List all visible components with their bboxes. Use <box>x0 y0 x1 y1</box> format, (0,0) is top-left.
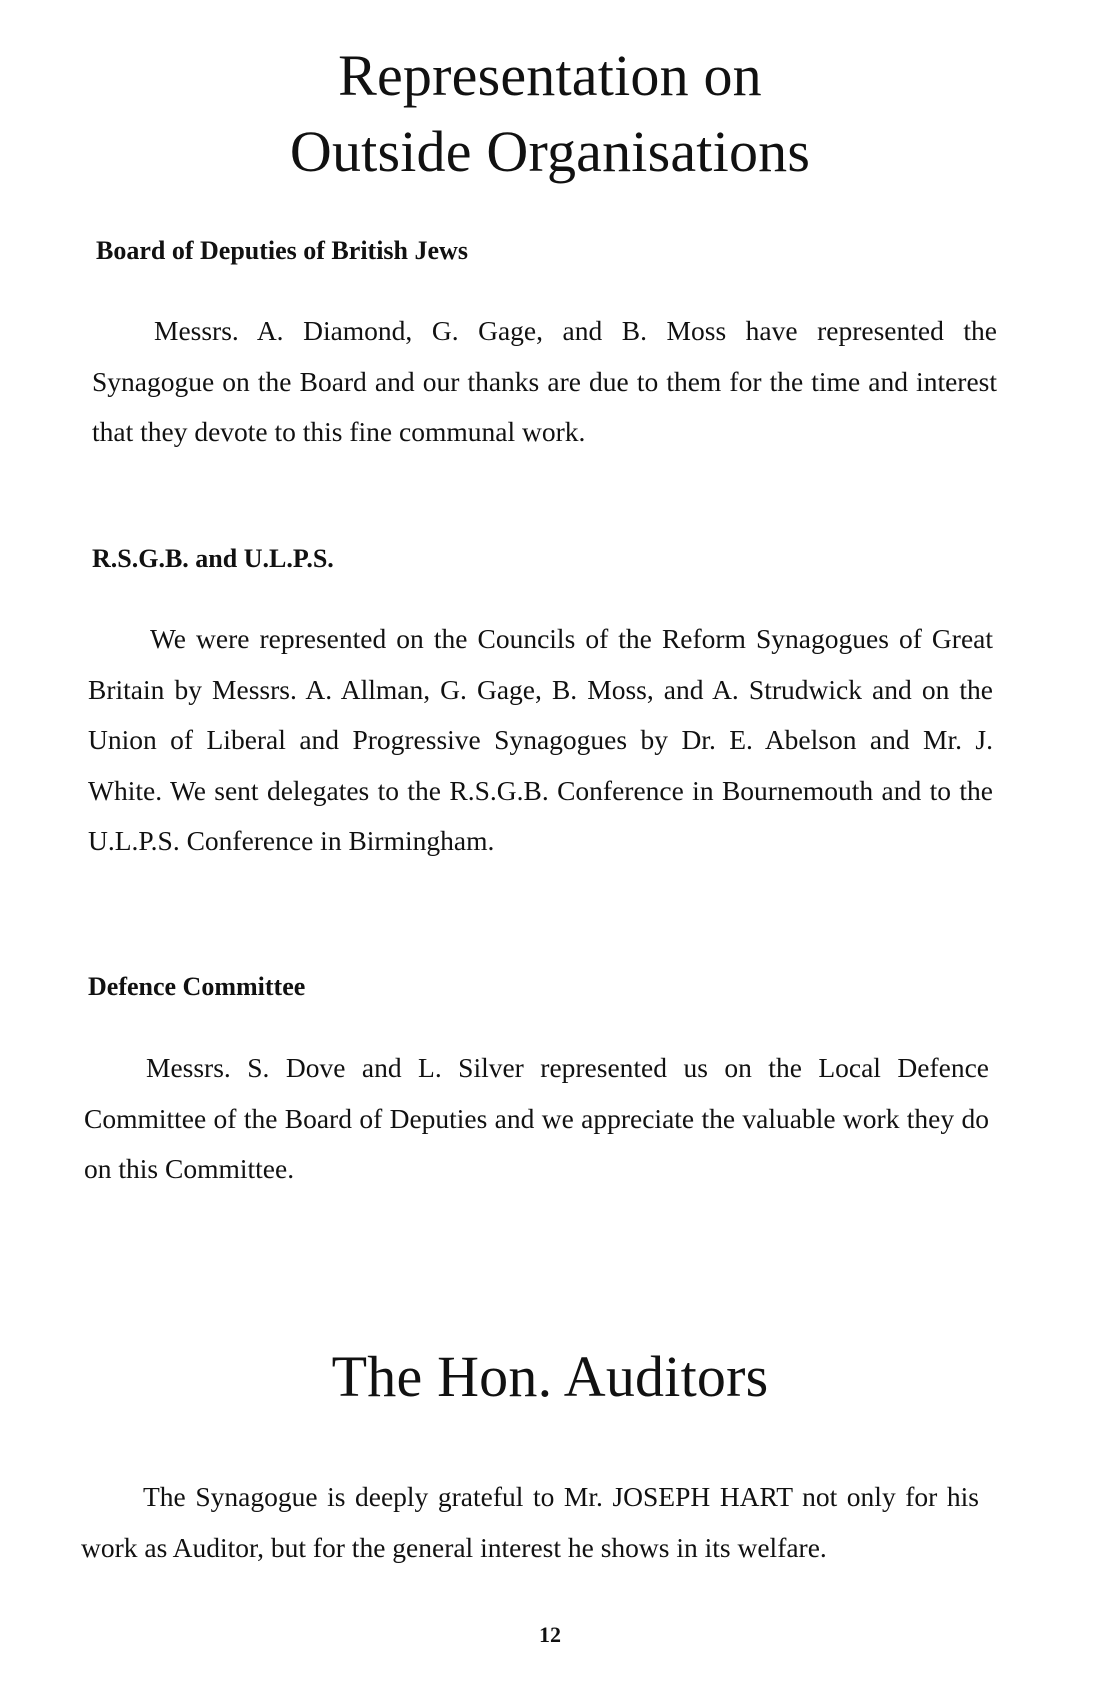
page-number: 12 <box>539 1622 561 1647</box>
section-heading-rsgb-ulps: R.S.G.B. and U.L.P.S. <box>92 544 334 573</box>
section-body-board-of-deputies: Messrs. A. Diamond, G. Gage, and B. Moss have represented the Synagogue on the Board and our thanks are due to them for the time and interest that they devote to this fine communal work. <box>92 315 997 447</box>
auditors-body: The Synagogue is deeply grateful to Mr. JOSEPH HART not only for his work as Auditor, but for the general interest he shows in its welfare. <box>81 1481 979 1563</box>
section-body-rsgb-ulps: We were represented on the Councils of the Reform Synagogues of Great Britain by Messrs. A. Allman, G. Gage, B. Moss, and A. Strudwick and on the Union of Liberal and Progressive Synagogues by Dr. E. Abelson and Mr. J. White. We sent delegates to the R.S.G.B. Conference in Bournemouth and to the U.L.P.S. Conference in Birmingham. <box>88 623 993 856</box>
section-heading-defence-committee: Defence Committee <box>88 972 306 1001</box>
section-body-defence-committee: Messrs. S. Dove and L. Silver represented us on the Local Defence Committee of the Board of Deputies and we appreciate the valuable work they do on this Committee. <box>84 1052 989 1184</box>
page-title-line-2: Outside Organisations <box>289 119 811 184</box>
page-title-line-1: Representation on <box>338 43 762 108</box>
auditors-title: The Hon. Auditors <box>331 1344 769 1409</box>
section-heading-board-of-deputies: Board of Deputies of British Jews <box>96 236 468 265</box>
